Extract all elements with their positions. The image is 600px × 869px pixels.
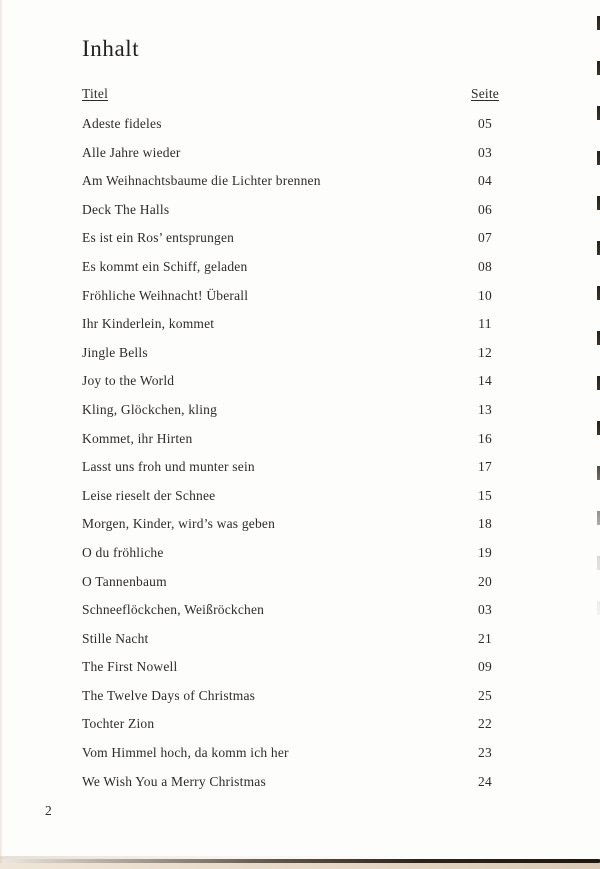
toc-row (0, 596, 600, 625)
toc-row (0, 110, 600, 139)
toc-entry-title: Stille Nacht (82, 630, 149, 646)
toc-entry-page: 23 (477, 745, 493, 761)
toc-entry-title: Jingle Bells (82, 344, 148, 360)
toc-entry-title: Adeste fideles (82, 116, 162, 131)
toc-row (0, 196, 600, 225)
toc-row (0, 710, 600, 739)
toc-entry-title: Es kommt ein Schiff, geladen (82, 258, 248, 274)
toc-entry-title: We Wish You a Merry Christmas (82, 773, 266, 789)
toc-entry-title: Vom Himmel hoch, da komm ich her (82, 745, 289, 761)
toc-row (0, 682, 600, 711)
toc-entry-title: The First Nowell (82, 659, 178, 675)
toc-entry-title: Deck The Halls (82, 201, 170, 217)
toc-entry-title: Alle Jahre wieder (82, 144, 181, 160)
toc-row (0, 768, 600, 797)
toc-entry-title: Es ist ein Ros’ entsprungen (82, 230, 235, 246)
footer-page-number: 2 (45, 803, 52, 818)
toc-entry-title: Kling, Glöckchen, kling (82, 401, 218, 417)
toc-entry-title: Schneeflöckchen, Weißröckchen (82, 602, 265, 618)
toc-entry-page: 22 (477, 716, 493, 732)
bottom-edge-highlight (0, 856, 600, 859)
toc-entry-title: Kommet, ihr Hirten (82, 430, 193, 446)
toc-entry-page: 03 (477, 144, 493, 160)
toc-entry-title: Joy to the World (82, 373, 175, 389)
toc-entry-page: 13 (477, 401, 493, 417)
toc-entry-page: 17 (477, 459, 493, 475)
column-header-title: Titel (82, 86, 109, 101)
page-title: Inhalt (82, 36, 140, 61)
toc-row (0, 310, 600, 339)
toc-entry-title: Lasst uns froh und munter sein (82, 459, 255, 475)
toc-entry-page: 19 (477, 544, 493, 560)
toc-row (0, 224, 600, 253)
toc-row (0, 482, 600, 511)
toc-row (0, 396, 600, 425)
toc-entry-page: 03 (477, 602, 493, 618)
toc-row (0, 367, 600, 396)
toc-entry-title: Morgen, Kinder, wird’s was geben (82, 516, 276, 532)
toc-row (0, 539, 600, 568)
toc-entry-title: O du fröhliche (82, 544, 164, 560)
toc-entry-page: 04 (477, 173, 493, 189)
toc-entry-title: Fröhliche Weihnacht! Überall (82, 287, 249, 303)
toc-row (0, 510, 600, 539)
toc-entry-page: 07 (477, 230, 493, 246)
toc-entry-title: Leise rieselt der Schnee (82, 487, 216, 503)
toc-row (0, 653, 600, 682)
toc-entry-page: 18 (477, 516, 493, 532)
toc-row (0, 282, 600, 311)
toc-entry-title: Tochter Zion (82, 716, 155, 732)
toc-row (0, 453, 600, 482)
bottom-page-edge-strip (0, 863, 600, 869)
toc-entry-page: 12 (477, 344, 493, 360)
toc-entry-page: 24 (477, 773, 493, 789)
toc-entry-title: Ihr Kinderlein, kommet (82, 316, 215, 332)
toc-entry-title: O Tannenbaum (82, 573, 167, 589)
toc-entry-page: 15 (477, 487, 493, 503)
toc-entry-page: 20 (477, 573, 493, 589)
toc-entry-title: The Twelve Days of Christmas (82, 687, 256, 703)
toc-row (0, 139, 600, 168)
toc-entry-page: 06 (477, 201, 493, 217)
toc-row (0, 568, 600, 597)
bottom-page-edge-line (0, 859, 600, 863)
toc-row (0, 253, 600, 282)
toc-row (0, 167, 600, 196)
toc-entry-page: 09 (477, 659, 493, 675)
toc-entry-title: Am Weihnachtsbaume die Lichter brennen (82, 173, 321, 189)
toc-entry-page: 14 (477, 373, 493, 389)
toc-row (0, 625, 600, 654)
toc-list (0, 110, 600, 796)
toc-entry-page: 16 (477, 430, 493, 446)
toc-row (0, 339, 600, 368)
toc-entry-page: 11 (478, 316, 492, 332)
toc-entry-page: 10 (477, 287, 493, 303)
toc-row (0, 739, 600, 768)
toc-entry-page: 25 (477, 687, 493, 703)
toc-entry-page: 08 (477, 258, 493, 274)
toc-row (0, 425, 600, 454)
column-header-page: Seite (471, 86, 499, 101)
toc-column-headers (0, 86, 600, 106)
toc-entry-page: 21 (477, 630, 493, 646)
toc-entry-page: 05 (477, 116, 493, 131)
